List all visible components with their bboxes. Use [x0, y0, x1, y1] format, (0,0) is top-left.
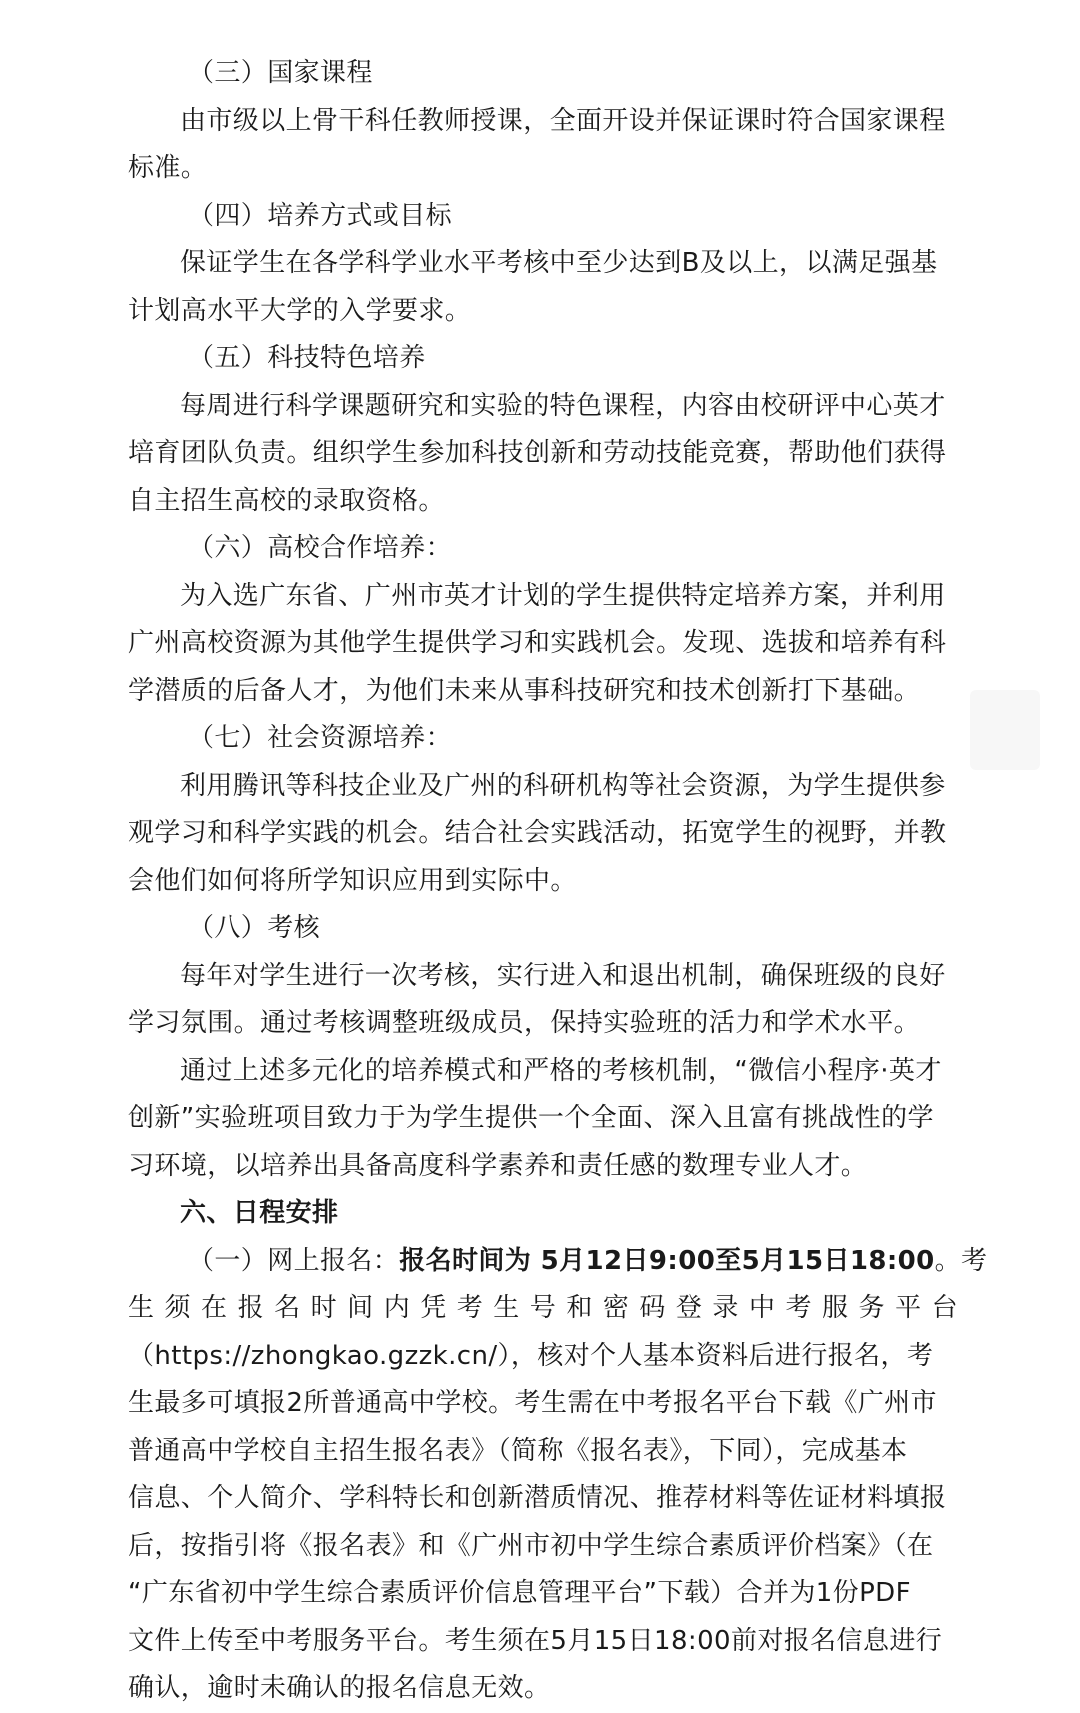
paragraph-line: 计划高水平大学的入学要求。 [128, 295, 472, 326]
paragraph-line: 通过上述多元化的培养模式和严格的考核机制，“微信小程序·英才 [180, 1055, 942, 1086]
registration-time: 报名时间为 5月12日9:00至5月15日18:00 [399, 1245, 935, 1276]
paragraph-line: 确认，逾时未确认的报名信息无效。 [128, 1673, 551, 1703]
paragraph-line: 为入选广东省、广州市英才计划的学生提供特定培养方案，并利用 [180, 580, 946, 611]
subsection-heading-6: （六）高校合作培养： [188, 533, 453, 563]
registration-suffix: 。考 [934, 1245, 988, 1276]
subsection-heading-8: （八）考核 [188, 913, 321, 943]
registration-prefix: （一）网上报名： [188, 1245, 400, 1276]
registration-line [128, 1238, 988, 1286]
subsection-heading-4: （四）培养方式或目标 [188, 200, 453, 231]
paragraph-line: 创新”实验班项目致力于为学生提供一个全面、深入且富有挑战性的学 [128, 1103, 934, 1133]
paragraph-line: 学习氛围。通过考核调整班级成员，保持实验班的活力和学术水平。 [128, 1008, 921, 1038]
paragraph-line: 保证学生在各学科学业水平考核中至少达到B及以上，以满足强基 [180, 248, 938, 278]
document-body [128, 50, 988, 1713]
subsection-heading-5: （五）科技特色培养 [188, 343, 426, 373]
section-heading-schedule: 六、日程安排 [180, 1198, 339, 1228]
paragraph-line: 习环境，以培养出具备高度科学素养和责任感的数理专业人才。 [128, 1150, 868, 1181]
paragraph-line: 自主招生高校的录取资格。 [128, 485, 445, 516]
paragraph-line: 由市级以上骨干科任教师授课，全面开设并保证课时符合国家课程 [180, 105, 946, 136]
paragraph-line: 文件上传至中考服务平台。考生须在5月15日18:00前对报名信息进行 [128, 1625, 943, 1656]
paragraph-line: 信息、个人简介、学科特长和创新潜质情况、推荐材料等佐证材料填报 [128, 1483, 947, 1513]
scan-artifact [970, 690, 1040, 770]
paragraph-line: 标准。 [128, 153, 208, 183]
paragraph-line: 培育团队负责。组织学生参加科技创新和劳动技能竞赛，帮助他们获得 [128, 438, 947, 468]
paragraph-line: 利用腾讯等科技企业及广州的科研机构等社会资源，为学生提供参 [180, 770, 946, 801]
paragraph-line: 生须在报名时间内凭考生号和密码登录中考服务平台 [128, 1293, 958, 1323]
paragraph-line: 观学习和科学实践的机会。结合社会实践活动，拓宽学生的视野，并教 [128, 818, 947, 848]
paragraph-line: “广东省初中学生综合素质评价信息管理平台”下载）合并为1份PDF [128, 1578, 911, 1608]
subsection-heading-7: （七）社会资源培养： [188, 723, 453, 753]
paragraph-line: 会他们如何将所学知识应用到实际中。 [128, 865, 577, 896]
paragraph-line: 每周进行科学课题研究和实验的特色课程，内容由校研评中心英才 [180, 390, 946, 421]
paragraph-line: 普通高中学校自主招生报名表》（简称《报名表》，下同），完成基本 [128, 1435, 908, 1466]
paragraph-line-url: （https://zhongkao.gzzk.cn/），核对个人基本资料后进行报名，考 [128, 1340, 934, 1371]
paragraph-line: 学潜质的后备人才，为他们未来从事科技研究和技术创新打下基础。 [128, 675, 921, 706]
paragraph-line: 每年对学生进行一次考核，实行进入和退出机制，确保班级的良好 [180, 960, 946, 991]
paragraph-line: 后，按指引将《报名表》和《广州市初中学生综合素质评价档案》（在 [128, 1530, 934, 1561]
paragraph-line: 广州高校资源为其他学生提供学习和实践机会。发现、选拔和培养有科 [128, 628, 947, 658]
subsection-heading-3: （三）国家课程 [188, 58, 373, 88]
paragraph-line: 生最多可填报2所普通高中学校。考生需在中考报名平台下载《广州市 [128, 1388, 937, 1418]
